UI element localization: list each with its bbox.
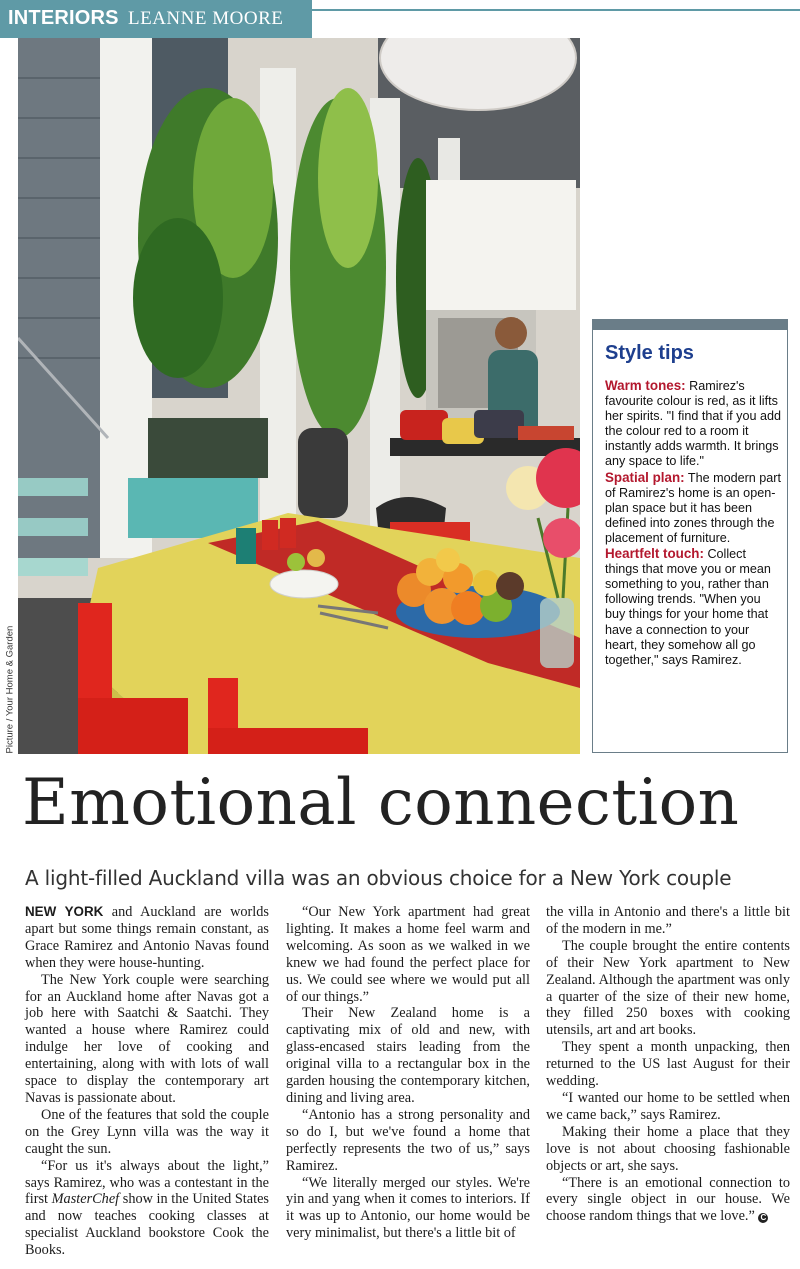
photo-credit bbox=[2, 620, 16, 760]
style-tips-body bbox=[605, 378, 783, 668]
author-byline: LEANNE MOORE bbox=[128, 8, 284, 29]
tip-term: Spatial plan: bbox=[605, 469, 685, 485]
paragraph-text: “For us it's always about the light,” says Ramirez, who was a contestant in the first bbox=[25, 1157, 269, 1208]
article-headline: Emotional connection bbox=[22, 766, 740, 840]
tip-spatial-plan bbox=[605, 470, 783, 546]
section-header bbox=[0, 0, 312, 38]
article-paragraph bbox=[25, 1158, 269, 1259]
tip-text: The modern part of Ramirez's home is an open-plan space but it has been defined into zones through the placement of furniture. bbox=[605, 470, 781, 545]
tip-text: Collect things that move you or mean something to you, rather than following trends. "When you buy things for your home that have a connection to your heart, they somehow all go together," says Ramirez. bbox=[605, 547, 771, 667]
paragraph-text: “There is an emotional connection to every single object in our house. We choose random things that we love.” bbox=[546, 1174, 790, 1225]
article-paragraph: Their New Zealand home is a captivating mix of old and new, with glass-encased stairs leading from the original villa to a rectangular box in the garden housing the contemporary kitchen, dining and living area. bbox=[286, 1005, 530, 1106]
header-rule bbox=[312, 9, 800, 11]
paragraph-text: show in the United States and now teaches cooking classes at specialist Auckland bookstore Cook the Books. bbox=[25, 1191, 269, 1259]
kitchen-dining-photo bbox=[18, 38, 580, 754]
article-paragraph: “We literally merged our styles. We're yin and yang when it comes to interiors. If it was up to Antonio, our home would be very minimalist, but there's a little bit of bbox=[286, 1174, 530, 1242]
tip-warm-tones bbox=[605, 378, 783, 470]
article-paragraph: “I wanted our home to be settled when we came back,” says Ramirez. bbox=[546, 1089, 790, 1123]
tip-term: Warm tones: bbox=[605, 378, 686, 393]
article-paragraph: “Our New York apartment had great lighting. It makes a home feel warm and welcoming. As soon as we walked in we knew we had found the perfect place for us. We could see where we would put all of our things.” bbox=[286, 904, 530, 1005]
article-paragraph-continued: the villa in Antonio and there's a little bit of the modern in me.” bbox=[546, 904, 790, 937]
paragraph-text: and Auckland are worlds apart but some things remain constant, as Grace Ramirez and Antonio Navas found when they were house-hunting. bbox=[25, 904, 269, 971]
article-paragraph: The New York couple were searching for an Auckland home after Navas got a job here with Saatchi & Saatchi. They wanted a house where Ramirez could indulge her love of cooking and entertaining, along with with lots of wall space to display the contemporary art Navas is passionate about. bbox=[25, 971, 269, 1106]
section-label: INTERIORS bbox=[8, 7, 119, 29]
article-column-1 bbox=[25, 904, 269, 1259]
article-paragraph bbox=[546, 1175, 790, 1226]
article-paragraph: One of the features that sold the couple on the Grey Lynn villa was the way it caught the sun. bbox=[25, 1106, 269, 1157]
style-tips-title: Style tips bbox=[605, 342, 694, 364]
tip-term: Heartfelt touch: bbox=[605, 546, 704, 562]
style-tips-box bbox=[592, 319, 788, 753]
article-column-2 bbox=[286, 904, 530, 1242]
article-paragraph: The couple brought the entire contents of their New York apartment to New Zealand. Although the apartment was only a quarter of the size of their new home, they filled 250 boxes with cooking utensils, art and art books. bbox=[546, 937, 790, 1039]
article-column-3 bbox=[546, 904, 790, 1225]
article-standfirst: A light-filled Auckland villa was an obvious choice for a New York couple bbox=[25, 866, 732, 890]
article-paragraph bbox=[25, 904, 269, 972]
end-of-article-icon: C bbox=[758, 1213, 768, 1223]
photo-credit-text: Picture / Your Home & Garden bbox=[4, 625, 16, 754]
tip-text: Ramirez's favourite colour is red, as it lifts her spirits. "I find that if you add the colour red to a room it instantly adds warmth. It brings any space to life." bbox=[605, 379, 781, 469]
style-tips-header-bar bbox=[593, 320, 787, 330]
show-title: MasterChef bbox=[51, 1191, 120, 1208]
tip-heartfelt-touch bbox=[605, 546, 783, 668]
article-paragraph: “Antonio has a strong personality and so do I, but we've found a home that perfectly represents the two of us,” says Ramirez. bbox=[286, 1106, 530, 1174]
article-paragraph: They spent a month unpacking, then returned to the US last August for their wedding. bbox=[546, 1039, 790, 1090]
article-paragraph: Making their home a place that they love is not about choosing fashionable objects or art, she says. bbox=[546, 1123, 790, 1174]
dateline-kicker: NEW YORK bbox=[25, 904, 104, 919]
